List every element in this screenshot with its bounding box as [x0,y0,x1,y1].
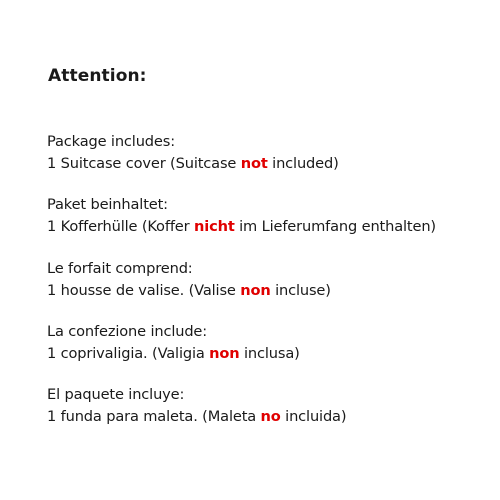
negation-word: not [240,155,268,172]
package-notice-german [47,194,436,238]
contents-text: 1 coprivaligia. (Valigia [47,345,210,362]
package-contents-line [47,406,346,428]
contents-text: incluse) [270,282,331,299]
package-notice-italian [47,321,300,365]
negation-word: no [260,408,281,425]
package-notice-spanish [47,384,346,428]
negation-word: nicht [193,218,235,235]
package-label: Le forfait comprend: [47,260,193,277]
package-contents-line [47,343,300,365]
negation-word: non [240,282,271,299]
attention-heading: Attention: [48,66,147,86]
package-contents-line [47,153,339,175]
contents-text: 1 Suitcase cover (Suitcase [47,155,241,172]
contents-text: included) [267,155,339,172]
contents-text: 1 funda para maleta. (Maleta [47,408,261,425]
package-contents-line [47,280,331,302]
contents-text: incluida) [280,408,347,425]
contents-text: 1 Kofferhülle (Koffer [47,218,194,235]
package-label: El paquete incluye: [47,386,185,403]
package-contents-line [47,216,436,238]
package-label: Package includes: [47,133,175,150]
package-label: Paket beinhaltet: [47,196,168,213]
contents-text: 1 housse de valise. (Valise [47,282,241,299]
package-notice-french [47,258,331,302]
negation-word: non [209,345,240,362]
contents-text: im Lieferumfang enthalten) [234,218,436,235]
package-notice-english [47,131,339,175]
package-label: La confezione include: [47,323,208,340]
contents-text: inclusa) [239,345,300,362]
